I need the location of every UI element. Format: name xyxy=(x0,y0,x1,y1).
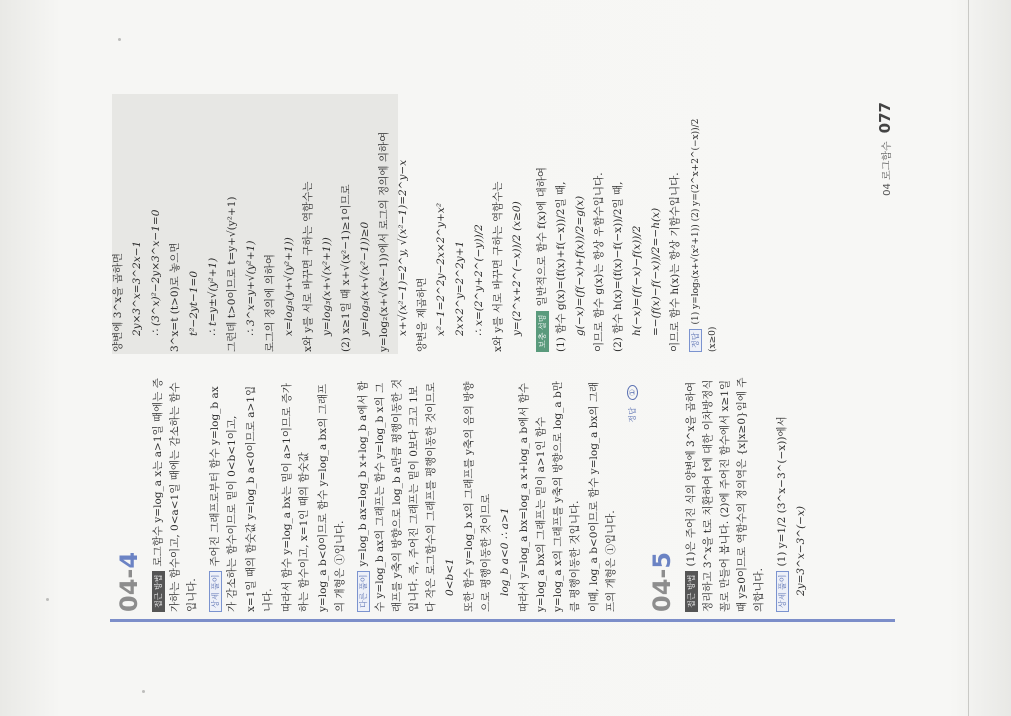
equation: x²−1=2^2y−2x×2^y+x² xyxy=(435,202,447,336)
equation: 2y=3^x−3^(−x) xyxy=(795,506,807,596)
equation: 0<b<1 xyxy=(444,558,456,596)
answer-marker: 정답① xyxy=(624,385,641,612)
scan-speck xyxy=(142,690,145,693)
approach-tag: 접근 방법 xyxy=(685,571,698,612)
text-line: 또한 함수 y=log_b x의 그래프를 y축의 음의 방향으로 평행이동한 것이므로 xyxy=(463,381,492,612)
detail-tag: 상세 풀이 xyxy=(209,571,222,612)
detail-tag: 상세 풀이 xyxy=(776,571,789,612)
equation: g(−x)=(f(−x)+f(x))/2=g(x) xyxy=(574,195,586,336)
equation: y=(2^x+2^(−x))/2 (x≥0) xyxy=(511,201,523,336)
scanned-page xyxy=(110,92,900,652)
text-line: 이때, log_a b<0이므로 함수 y=log_a bx의 그래프의 개형은 ①입니다. xyxy=(588,381,617,612)
extra-explanation-tag: 보충 설명 xyxy=(536,311,549,352)
text-line: 이므로 함수 h(x)는 항상 기함수입니다. xyxy=(669,172,681,352)
chapter-label: 04 로그함수 xyxy=(882,141,893,196)
final-answer: 정답(1) y=log₃(x+√(x²+1)) (2) y=(2^x+2^(−x))/2 (x≥0) xyxy=(691,118,718,352)
text-line: 그런데 t>0이므로 t=y+√(y²+1) xyxy=(226,196,238,352)
scan-speck xyxy=(46,598,49,601)
problem-number-04-5: 04-5 xyxy=(648,551,676,612)
equation: log_b a<0 ∴ a>1 xyxy=(499,507,511,596)
text-line: 이므로 함수 g(x)는 항상 우함수입니다. xyxy=(593,172,605,352)
text-line: y=log₂(x+√(x²−1))에서 로그의 정의에 의하여 xyxy=(378,131,390,352)
scan-speck xyxy=(118,38,121,41)
equation: y=log₃(x+√(x²+1)) xyxy=(321,237,333,336)
other-solution-tag: 다른 풀이 xyxy=(357,571,370,612)
page-fold-line xyxy=(968,0,969,716)
right-column xyxy=(110,107,900,352)
detail-paragraph: 상세 풀이(1) y=1/2 (3^x−3^(−x))에서 xyxy=(774,377,791,612)
detail-paragraph: 상세 풀이주어진 그래프로부터 함수 y=log_b ax가 감소하는 함수이므로 밑이 0<b<1이고, xyxy=(209,386,238,612)
problem-number-04-4: 04-4 xyxy=(115,551,143,612)
equation: =−(f(x)−f(−x))/2=−h(x) xyxy=(650,207,662,336)
equation: ∴ x=(2^y+2^(−y))/2 xyxy=(473,224,485,336)
text-line: (2) 함수 h(x)=(f(x)−f(−x))/2일 때, xyxy=(612,181,624,352)
page-number: 077 xyxy=(876,102,894,134)
approach-paragraph: 접근 방법로그함수 y=log_a x는 a>1일 때에는 증가하는 함수이고, 0<a<1일 때에는 감소하는 함수입니다. xyxy=(152,378,198,612)
text-line: 따라서 함수 y=log_a bx는 밑이 a>1이므로 증가하는 함수이고, x=1인 때의 함숫값 xyxy=(281,383,310,612)
text-line: (1) 함수 g(x)=(f(x)+f(−x))/2일 때, xyxy=(555,181,567,352)
text-line: 양변을 제곱하면 xyxy=(416,277,428,352)
text-line: 양변에 3^x을 곱하면 xyxy=(112,252,124,352)
extra-explanation-paragraph: 보충 설명일반적으로 함수 f(x)에 대하여 xyxy=(534,107,551,352)
text-line: x와 y를 서로 바꾸면 구하는 역함수는 xyxy=(302,181,314,352)
equation: ∴ 3^x=y+√(y²+1) xyxy=(245,240,257,336)
text-line: 3^x=t (t>0)로 놓으면 xyxy=(169,242,181,352)
rotated-page-content xyxy=(110,92,900,652)
equation: t²−2yt−1=0 xyxy=(188,270,200,336)
left-column xyxy=(110,377,900,612)
equation: ∴ t=y±√(y²+1) xyxy=(207,257,219,336)
equation: h(−x)=(f(−x)−f(x))/2 xyxy=(631,225,643,336)
answer-tag: 정답 xyxy=(689,329,702,352)
text-line: (2) x≥1일 때 x+√(x²−1)≥1이므로 xyxy=(340,184,352,352)
equation: 2y×3^x=3^2x−1 xyxy=(131,240,143,336)
equation: 2x×2^y=2^2y+1 xyxy=(454,240,466,336)
equation: ∴ (3^x)²−2y×3^x−1=0 xyxy=(150,209,162,336)
text-line: x=1일 때의 함숫값 y=log_b a<0이므로 a>1입니다. xyxy=(245,385,274,612)
approach-paragraph: 접근 방법(1)은 주어진 식의 양변에 3^x을 곱하여 정리하고 3^x을 t로 치환하여 t에 대한 이차방정식 꼴로 만들어 봅니다. (2)에 주어진 함수에서 x≥1일 때 y≥0이므로 역함수의 정의역은 {x|x≥0}임에 주의합니다. xyxy=(685,377,765,612)
page-footer xyxy=(876,102,894,322)
text-line: 로그의 정의에 의하여 xyxy=(264,254,276,352)
other-solution-paragraph: 다른 풀이y=log_b ax=log_b x+log_b a에서 함수 y=log_b ax의 그래프는 함수 y=log_b x의 그래프를 y축의 방향으로 log_b a만큼 평행이동한 것입니다. 즉, 주어진 그래프는 밑이 0보다 크고 1보다 작은 로그함수의 그래프를 평행이동한 것이므로 xyxy=(357,378,437,612)
equation: y=log₃(x+√(x²−1))≥0 xyxy=(359,221,371,336)
approach-tag: 접근 방법 xyxy=(152,571,165,612)
text-line: y=log_a b<0이므로 함수 y=log_a bx의 그래프의 개형은 ①입니다. xyxy=(317,383,346,612)
left-column-accent-bar xyxy=(110,619,895,622)
equation: x=log₃(y+√(y²+1)) xyxy=(283,237,295,336)
equation: x+√(x²−1)=2^y, √(x²−1)=2^y−x xyxy=(397,159,409,336)
text-line: 따라서 y=log_a bx=log_a x+log_a b에서 함수 y=log_a bx의 그래프는 밑이 a>1인 함수 y=log_a x의 그래프를 y축의 방향으로 log_a b만큼 평행이동한 것입니다. xyxy=(518,381,581,612)
text-line: x와 y를 서로 바꾸면 구하는 역함수는 xyxy=(492,181,504,352)
